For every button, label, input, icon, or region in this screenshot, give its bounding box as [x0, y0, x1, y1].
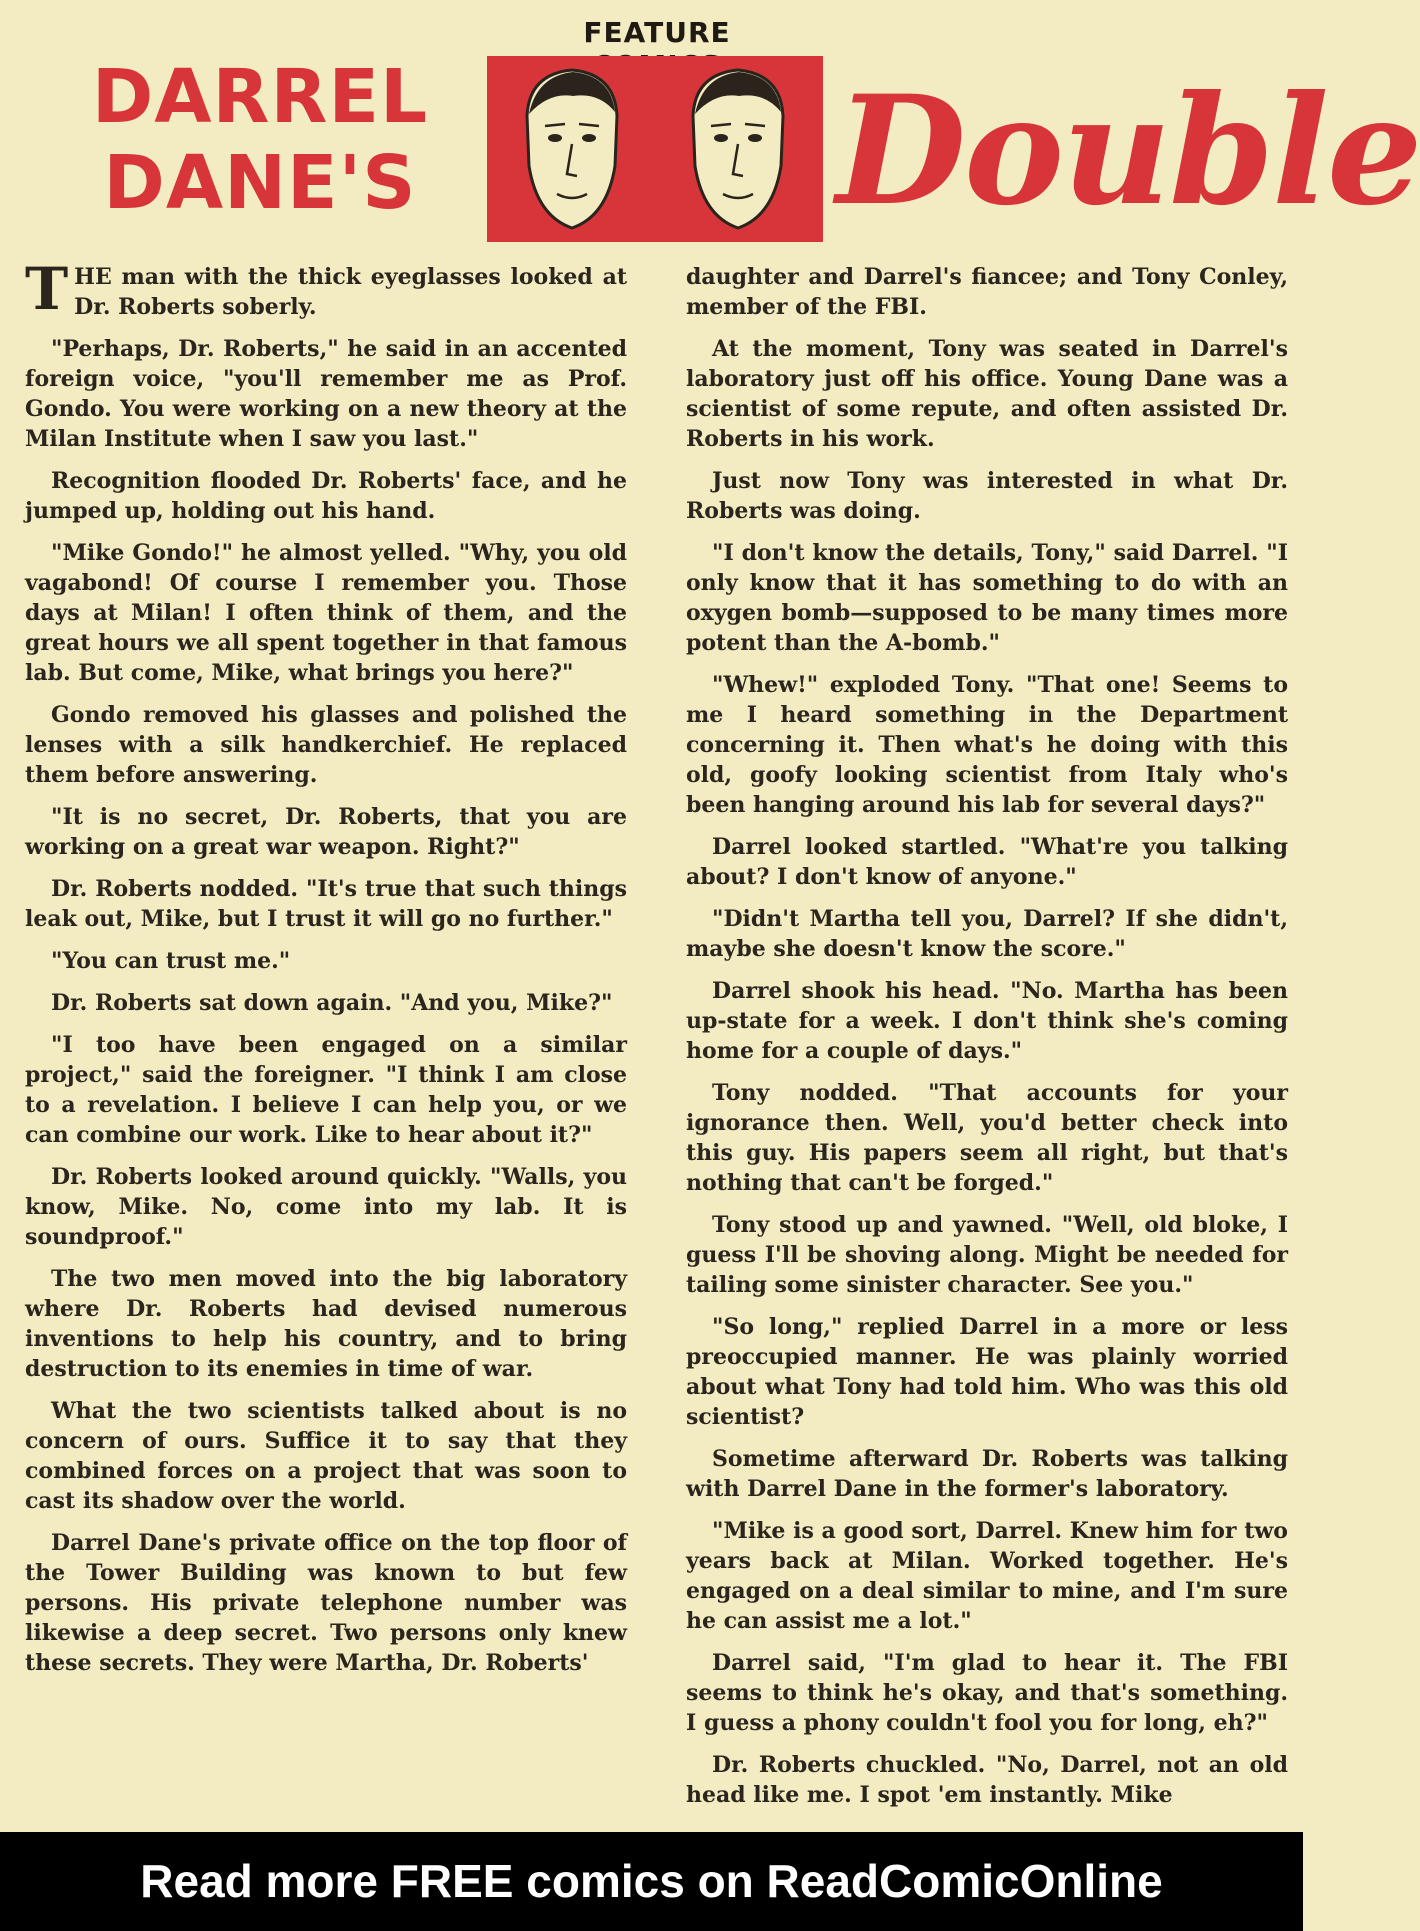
paragraph: Dr. Roberts looked around quickly. "Walls, you know, Mike. No, come into my lab. It is soundproof.": [25, 1164, 627, 1250]
paragraph: "Mike Gondo!" he almost yelled. "Why, you old vagabond! Of course I remember you. Those days at Milan! I often think of them, and the great hours we all spent together in that famous lab. But come, Mike, what brings you here?": [25, 540, 627, 686]
publication-header: FEATURE: [583, 16, 731, 49]
paragraph: "It is no secret, Dr. Roberts, that you are working on a great war weapon. Right?": [25, 804, 627, 860]
paragraph: What the two scientists talked about is no concern of ours. Suffice it to say that they combined forces on a project that was soon to cast its shadow over the world.: [25, 1398, 627, 1514]
paragraph: Just now Tony was interested in what Dr. Roberts was doing.: [686, 468, 1288, 524]
paragraph: Darrel said, "I'm glad to hear it. The FBI seems to think he's okay, and that's something. I guess a phony couldn't fool you for long, eh?": [686, 1650, 1288, 1736]
paragraph: Dr. Roberts sat down again. "And you, Mike?": [51, 990, 613, 1016]
paragraph: "Didn't Martha tell you, Darrel? If she didn't, maybe she doesn't know the score.": [686, 906, 1288, 962]
story-title-script: Double: [836, 63, 1420, 239]
paragraph: Dr. Roberts nodded. "It's true that such things leak out, Mike, but I trust it will go no further.": [25, 876, 627, 932]
paragraph: At the moment, Tony was seated in Darrel's laboratory just off his office. Young Dane was a scientist of some repute, and often assisted Dr. Roberts in his work.: [686, 336, 1288, 452]
paragraph: Darrel looked startled. "What're you talking about? I don't know of anyone.": [686, 834, 1288, 890]
paragraph: Gondo removed his glasses and polished the lenses with a silk handkerchief. He replaced them before answering.: [25, 702, 627, 788]
drop-cap: T: [25, 255, 69, 323]
paragraph: Darrel shook his head. "No. Martha has been up-state for a week. I don't think she's coming home for a couple of days.": [686, 978, 1288, 1064]
paragraph: Darrel Dane's private office on the top floor of the Tower Building was known to but few persons. His private telephone number was likewise a deep secret. Two persons only knew these secrets. They were Martha, Dr. Roberts': [25, 1530, 627, 1676]
paragraph: The two men moved into the big laboratory where Dr. Roberts had devised numerous inventions to help his country, and to bring destruction to its enemies in time of war.: [25, 1266, 627, 1382]
title-line-2: DANE'S: [103, 140, 417, 226]
paragraph: Dr. Roberts chuckled. "No, Darrel, not an old head like me. I spot 'em instantly. Mike: [686, 1752, 1288, 1808]
paragraph: "So long," replied Darrel in a more or less preoccupied manner. He was plainly worried about what Tony had told him. Who was this old scientist?: [686, 1314, 1288, 1430]
paragraph: "Whew!" exploded Tony. "That one! Seems to me I heard something in the Department concerning it. Then what's he doing with this old, goofy looking scientist from Italy who's been hanging around his lab for several days?": [686, 672, 1288, 818]
paragraph: daughter and Darrel's fiancee; and Tony Conley, member of the FBI.: [686, 264, 1288, 320]
text-column-right: [686, 262, 1288, 1822]
paragraph: "Perhaps, Dr. Roberts," he said in an accented foreign voice, "you'll remember me as Prof. Gondo. You were working on a new theory at the Milan Institute when I saw you last.": [25, 336, 627, 452]
paragraph: Sometime afterward Dr. Roberts was talking with Darrel Dane in the former's laboratory.: [686, 1446, 1288, 1502]
paragraph: Tony stood up and yawned. "Well, old bloke, I guess I'll be shoving along. Might be needed for tailing some sinister character. See you.": [686, 1212, 1288, 1298]
paragraph: "Mike is a good sort, Darrel. Knew him for two years back at Milan. Worked together. He's engaged on a deal similar to mine, and I'm sure he can assist me a lot.": [686, 1518, 1288, 1634]
paragraph: THE man with the thick eyeglasses looked at Dr. Roberts soberly.: [25, 255, 627, 323]
story-title: [40, 54, 480, 226]
paragraph: "I too have been engaged on a similar project," said the foreigner. "I think I am close to a revelation. I believe I can help you, or we can combine our work. Like to hear about it?": [25, 1032, 627, 1148]
paragraph: "You can trust me.": [51, 948, 291, 974]
title-line-1: DARREL: [91, 54, 429, 140]
promo-banner[interactable]: Read more FREE comics on ReadComicOnline: [0, 1832, 1303, 1931]
paragraph: "I don't know the details, Tony," said Darrel. "I only know that it has something to do with an oxygen bomb—supposed to be many times more potent than the A-bomb.": [686, 540, 1288, 656]
paragraph: Tony nodded. "That accounts for your ignorance then. Well, you'd better check into this guy. His papers seem all right, but that's nothing that can't be forged.": [686, 1080, 1288, 1196]
text-column-left: [25, 255, 627, 1690]
paragraph: Recognition flooded Dr. Roberts' face, and he jumped up, holding out his hand.: [25, 468, 627, 524]
twin-faces-illustration: [487, 56, 823, 242]
